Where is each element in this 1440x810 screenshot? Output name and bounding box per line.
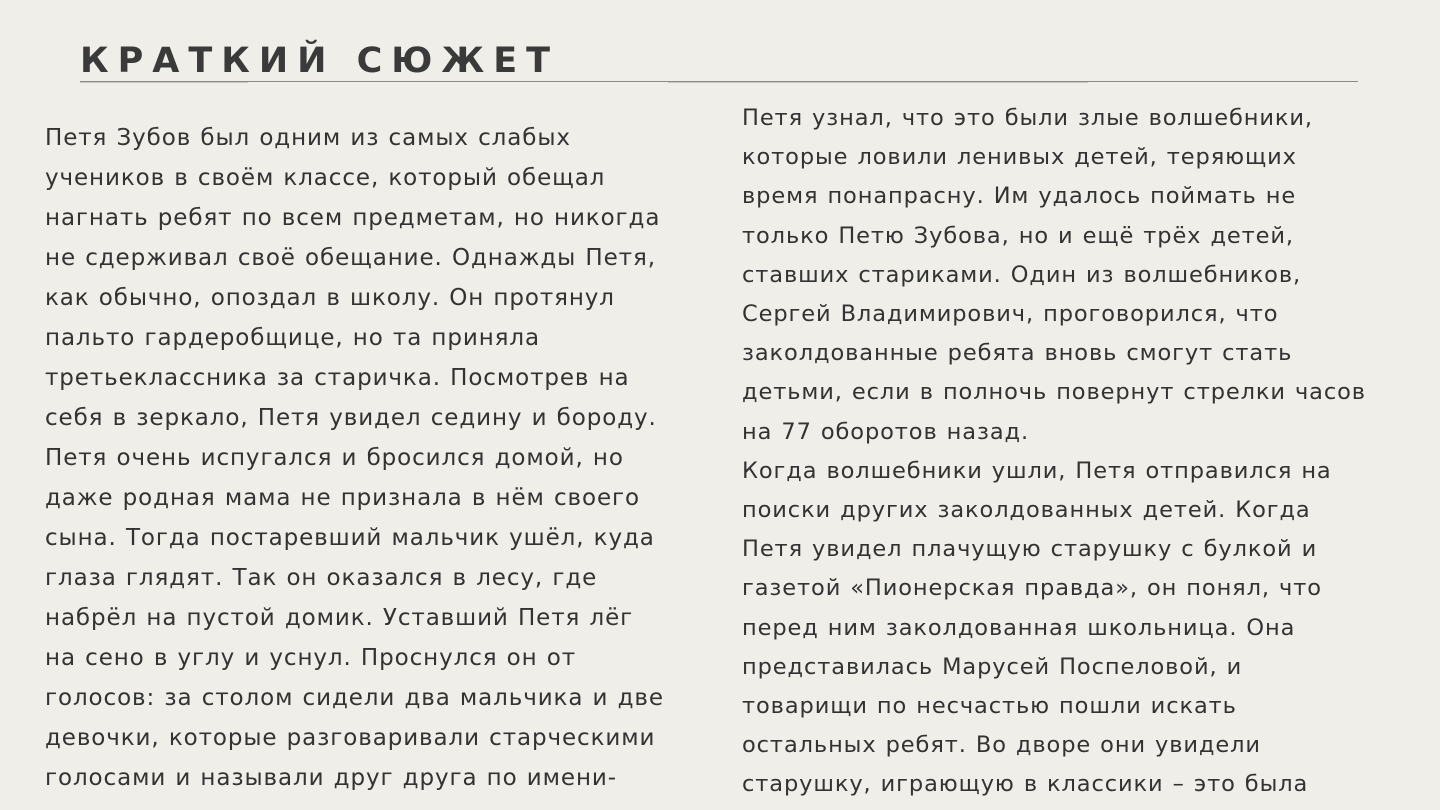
plot-text-right-column: Петя узнал, что это были злые волшебники, которые ловили ленивых детей, теряющих время понапрасну. Им удалось поймать не только Петю Зубова, но и ещё трёх детей, ставших стариками. Один из волшебников, Сергей Владимирович, проговорился, что заколдованные ребята вновь смогут стать детьми, если в полночь повернут стрелки часов на 77 оборотов назад. Когда волшебники ушли, Петя отправился на поиски других заколдованных детей. Когда Петя увидел плачущую старушку с булкой и газетой «Пионерская правда», он понял, что перед ним заколдованная школьница. Она представилась Марусей Поспеловой, и товарищи по несчастью пошли искать остальных ребят. Во дворе они увидели старушку, играющую в классики – это была: [742, 105, 1366, 798]
title-divider-segment: [80, 82, 248, 83]
title-divider-segment: [668, 82, 1088, 83]
slide-title: КРАТКИЙ СЮЖЕТ: [80, 41, 559, 81]
plot-text-left-column: Петя Зубов был одним из самых слабых учеников в своём классе, который обещал нагнать ребят по всем предметам, но никогда не сдерживал своё обещание. Однажды Петя, как обычно, опоздал в школу. Он протянул пальто гардеробщице, но та приняла третьеклассника за старичка. Посмотрев на себя в зеркало, Петя увидел седину и бороду. Петя очень испугался и бросился домой, но даже родная мама не признала в нём своего сына. Тогда постаревший мальчик ушёл, куда глаза глядят. Так он оказался в лесу, где набрёл на пустой домик. Уставший Петя лёг на сено в углу и уснул. Проснулся он от голосов: за столом сидели два мальчика и две девочки, которые разговаривали старческими голосами и называли друг друга по имени-: [45, 125, 664, 791]
